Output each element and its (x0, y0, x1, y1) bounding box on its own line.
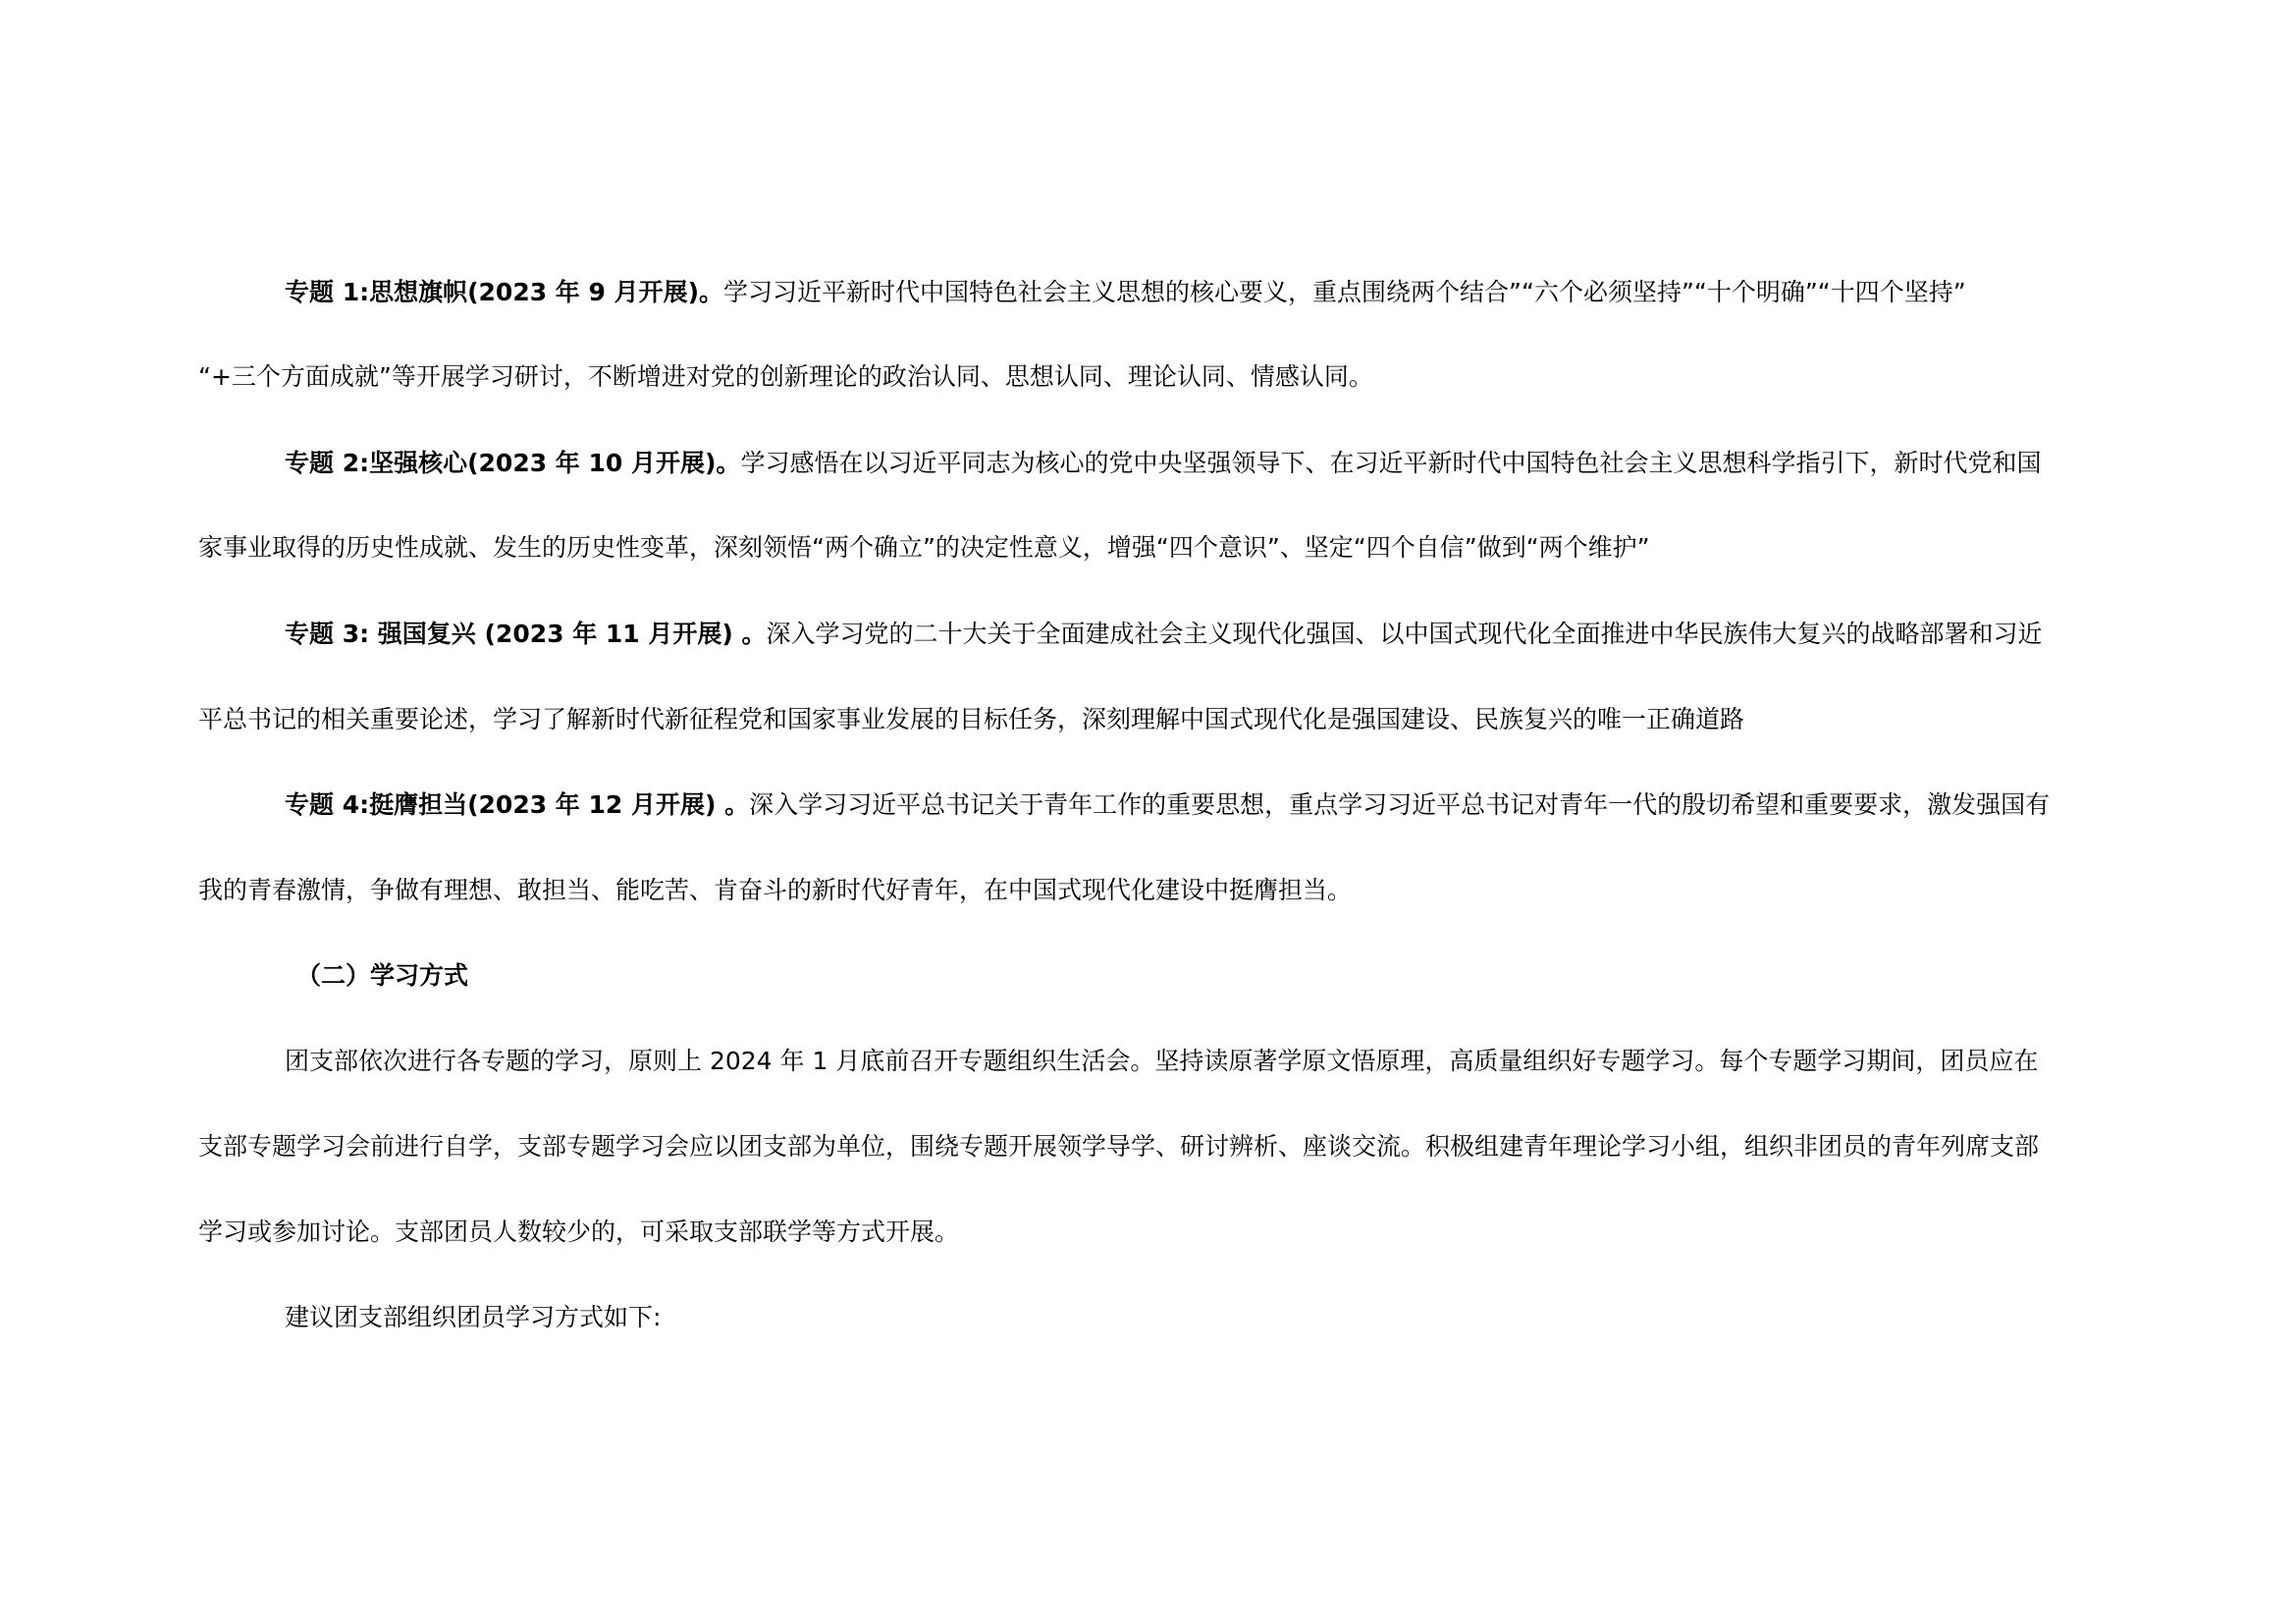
topic-1-line-1 (285, 276, 1966, 309)
topic-1-line-2: “+三个方面成就”等开展学习研讨，不断增进对党的创新理论的政治认同、思想认同、理论认同、情感认同。 (198, 362, 1373, 391)
topic-2-heading: 专题 2:坚强核心(2023 年 10 月开展)。 (285, 449, 741, 477)
topic-4-line-1 (285, 788, 2050, 822)
topic-4-text-1: 深入学习习近平总书记关于青年工作的重要思想，重点学习习近平总书记对青年一代的殷切希望和重要要求，激发强国有 (749, 790, 2051, 819)
topic-3-line-1 (285, 618, 2043, 651)
closing-line: 建议团支部组织团员学习方式如下: (285, 1303, 662, 1331)
topic-4-heading: 专题 4:挺膺担当(2023 年 12 月开展) 。 (285, 790, 750, 819)
topic-2-line-1 (285, 447, 2041, 480)
topic-3-text-1: 深入学习党的二十大关于全面建成社会主义现代化强国、以中国式现代化全面推进中华民族伟大复兴的战略部署和习近 (766, 620, 2043, 648)
topic-3-heading: 专题 3: 强国复兴 (2023 年 11 月开展) 。 (285, 620, 767, 648)
method-line-1: 团支部依次进行各专题的学习，原则上 2024 年 1 月底前召开专题组织生活会。坚持读原著学原文悟原理，高质量组织好专题学习。每个专题学习期间，团员应在 (285, 1047, 2039, 1075)
topic-1-heading: 专题 1:思想旗帜(2023 年 9 月开展)。 (285, 278, 724, 306)
topic-3-line-2: 平总书记的相关重要论述，学习了解新时代新征程党和国家事业发展的目标任务，深刻理解中国式现代化是强国建设、民族复兴的唯一正确道路 (198, 705, 1745, 733)
topic-2-text-1: 学习感悟在以习近平同志为核心的党中央坚强领导下、在习近平新时代中国特色社会主义思想科学指引下，新时代党和国 (740, 449, 2042, 477)
topic-1-text-1: 学习习近平新时代中国特色社会主义思想的核心要义，重点围绕两个结合”“六个必须坚持”“十个明确”“十四个坚持” (723, 278, 1966, 306)
topic-2-line-2: 家事业取得的历史性成就、发生的历史性变革，深刻领悟“两个确立”的决定性意义，增强“四个意识”、坚定“四个自信”做到“两个维护” (198, 533, 1650, 562)
section-heading: （二）学习方式 (296, 961, 469, 990)
method-line-2: 支部专题学习会前进行自学，支部专题学习会应以团支部为单位，围绕专题开展领学导学、研讨辨析、座谈交流。积极组建青年理论学习小组，组织非团员的青年列席支部 (198, 1132, 2040, 1161)
method-line-3: 学习或参加讨论。支部团员人数较少的，可采取支部联学等方式开展。 (198, 1218, 960, 1246)
topic-4-line-2: 我的青春激情，争做有理想、敢担当、能吃苦、肯奋斗的新时代好青年，在中国式现代化建设中挺膺担当。 (198, 876, 1353, 904)
